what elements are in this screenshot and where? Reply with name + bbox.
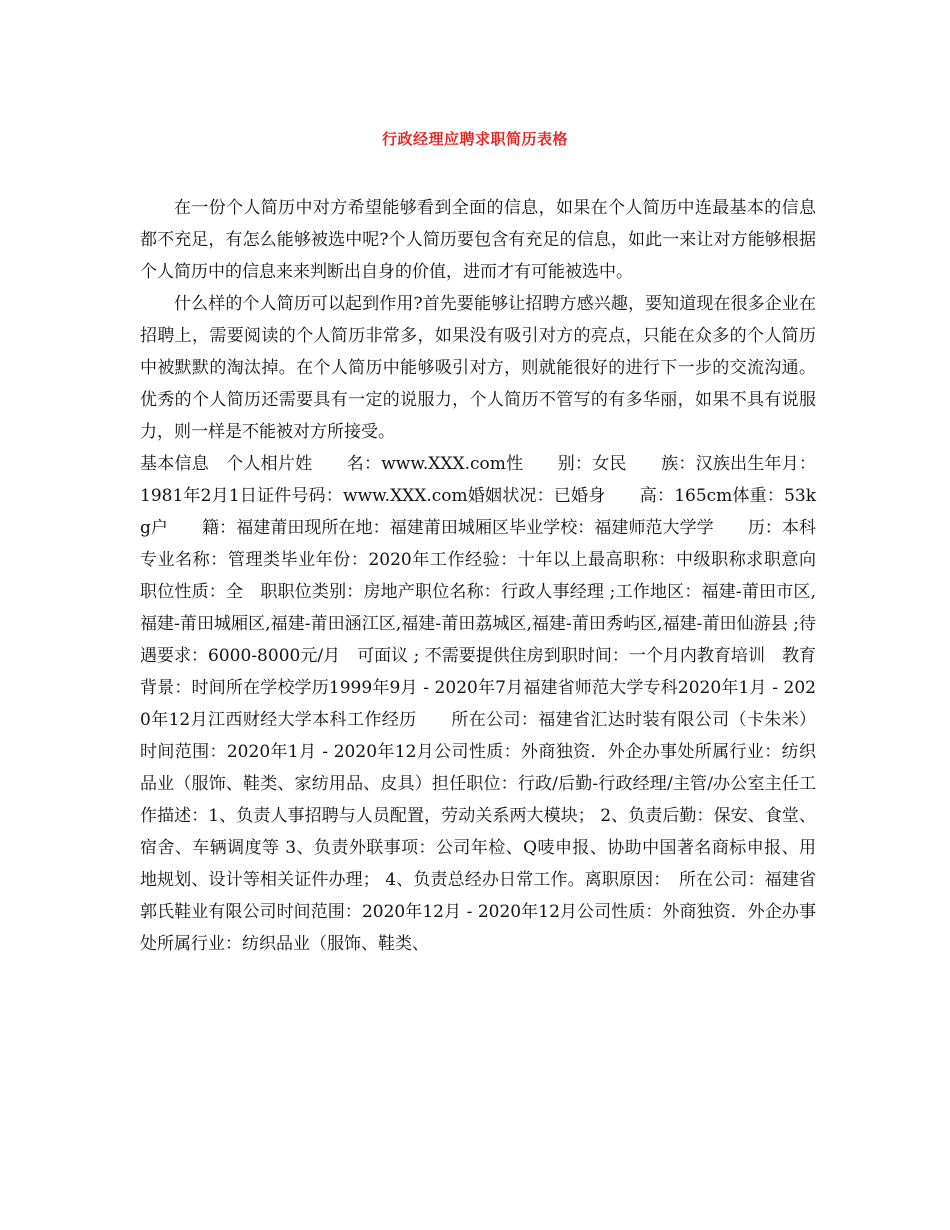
intro-paragraph-1: 在一份个人简历中对方希望能够看到全面的信息，如果在个人简历中连最基本的信息都不充足，有怎么能够被选中呢?个人简历要包含有充足的信息，如此一来让对方能够根据个人简历中的信息来来判断出自身的价值，进而才有可能被选中。 <box>140 198 816 282</box>
document-title: 行政经理应聘求职简历表格 <box>381 130 568 148</box>
resume-details-text: 基本信息 个人相片姓 名：www.XXX.com性 别：女民 族：汉族出生年月：1981年2月1日证件号码：www.XXX.com婚姻状况：已婚身 高：165cm体重：53kg户 籍：福建莆田现所在地：福建莆田城厢区毕业学校：福建师范大学学 历：本科专业名称：管理类毕业年份：2020年工作经验：十年以上最高职称：中级职称求职意向 职位性质：全 职职位类别：房地产职位名称：行政人事经理 ;工作地区：福建-莆田市区,福建-莆田城厢区,福建-莆田涵江区,福建-莆田荔城区,福建-莆田秀屿区,福建-莆田仙游县 ;待遇要求：6000-8000元/月 可面议 ; 不需要提供住房到职时间：一个月内教育培训 教育背景：时间所在学校学历1999年9月 - 2020年7月福建省师范大学专科2020年1月 - 2020年12月江西财经大学本科工作经历 所在公司：福建省汇达时装有限公司（卡朱米）时间范围：2020年1月 - 2020年12月公司性质：外商独资．外企办事处所属行业：纺织品业（服饰、鞋类、家纺用品、皮具）担任职位：行政/后勤-行政经理/主管/办公室主任工作描述：1、负责人事招聘与人员配置，劳动关系两大模块； 2、负责后勤：保安、食堂、宿舍、车辆调度等 3、负责外联事项：公司年检、Q唛申报、协助中国著名商标申报、用地规划、设计等相关证件办理； 4、负责总经办日常工作。离职原因： 所在公司：福建省郭氏鞋业有限公司时间范围：2020年12月 - 2020年12月公司性质：外商独资．外企办事处所属行业：纺织品业（服饰、鞋类、 <box>140 454 833 954</box>
intro-paragraph-2: 什么样的个人简历可以起到作用?首先要能够让招聘方感兴趣，要知道现在很多企业在招聘上，需要阅读的个人简历非常多，如果没有吸引对方的亮点，只能在众多的个人简历中被默默的淘汰掉。在个人简历中能够吸引对方，则就能很好的进行下一步的交流沟通。优秀的个人简历还需要具有一定的说服力，个人简历不管写的有多华丽，如果不具有说服力，则一样是不能被对方所接受。 <box>140 294 816 442</box>
document-body <box>140 192 833 960</box>
